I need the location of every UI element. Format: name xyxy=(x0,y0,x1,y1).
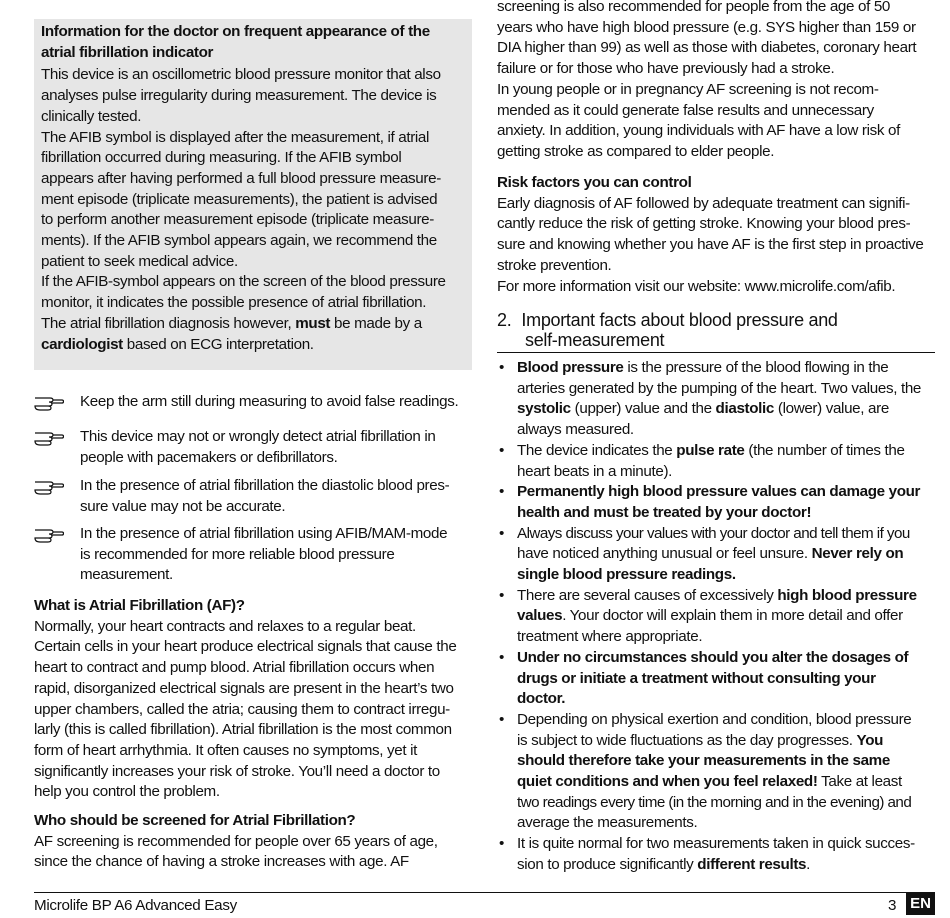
list-item xyxy=(497,524,937,586)
bold-text: systolic xyxy=(517,400,571,418)
bold-text: Blood pressure xyxy=(517,359,624,376)
facts-list xyxy=(497,358,937,876)
bullet-text: (lower) value, are xyxy=(774,400,889,418)
body-line: screening is also recommended for people from the age of 50 xyxy=(497,0,891,15)
body-line: since the chance of having a stroke increases with age. AF xyxy=(34,853,409,871)
language-badge: EN xyxy=(906,893,935,915)
info-line: patient to seek medical advice. xyxy=(41,252,238,270)
bullet-line xyxy=(517,565,937,586)
bold-text: different results xyxy=(697,855,807,873)
body-line: getting stroke as compared to elder people. xyxy=(497,142,775,160)
bullet-line xyxy=(517,731,937,752)
bold-text: should therefore take your measurements in the same xyxy=(517,752,890,770)
pointing-hand-icon xyxy=(34,477,64,495)
info-line: ments). If the AFIB symbol appears again, we recommend the xyxy=(41,232,437,250)
bold-text: high blood pressure xyxy=(777,586,917,604)
who-screened-section xyxy=(34,811,474,873)
bullet-line xyxy=(517,482,937,503)
bold-text: Under no circumstances should you alter the dosages of xyxy=(517,648,909,666)
info-line: This device is an oscillometric blood pressure monitor that also xyxy=(41,66,441,84)
body-line: stroke prevention. xyxy=(497,256,612,274)
body-line: anxiety. In addition, young individuals with AF have a low risk of xyxy=(497,122,900,140)
note-item xyxy=(34,427,474,468)
info-line: The AFIB symbol is displayed after the measurement, if atrial xyxy=(41,128,430,146)
body-line: Early diagnosis of AF followed by adequate treatment can signifi- xyxy=(497,194,910,212)
list-item xyxy=(497,358,937,441)
bullet-dot: • xyxy=(499,483,504,501)
section-heading: Who should be screened for Atrial Fibrillation? xyxy=(34,812,356,829)
body-line: mended as it could generate false results and unnecessary xyxy=(497,101,874,119)
list-item xyxy=(497,482,937,523)
bullet-line: two readings every time (in the morning and in the evening) and xyxy=(517,793,912,811)
screening-continued xyxy=(497,0,937,163)
bullet-line xyxy=(517,544,937,565)
body-line: DIA higher than 99) as well as those with diabetes, coronary heart xyxy=(497,39,917,57)
bullet-line xyxy=(517,855,937,876)
body-line: significantly increases your risk of stroke. You’ll need a doctor to xyxy=(34,762,440,780)
info-box-title-line-2: atrial fibrillation indicator xyxy=(41,43,214,61)
note-text: This device may not or wrongly detect atrial fibrillation in xyxy=(80,428,436,445)
note-text: sure value may not be accurate. xyxy=(80,497,286,515)
bold-text: drugs or initiate a treatment without consulting your xyxy=(517,669,876,687)
note-text: measurement. xyxy=(80,566,173,584)
bullet-text: is the pressure of the blood flowing in the xyxy=(623,359,889,376)
bullet-line xyxy=(517,606,937,627)
bullet-text: sion to produce significantly xyxy=(517,855,698,873)
bullet-line xyxy=(517,503,937,524)
page-number: 3 xyxy=(888,897,897,914)
bold-text: You xyxy=(856,731,884,749)
note-text: Keep the arm still during measuring to avoid false readings. xyxy=(80,393,459,410)
info-text: based on ECG interpretation. xyxy=(122,335,314,353)
info-line: analyses pulse irregularity during measurement. The device is xyxy=(41,87,437,105)
section-number: 2. xyxy=(497,310,512,330)
bullet-line xyxy=(517,689,937,710)
note-item xyxy=(34,476,474,517)
pointing-hand-icon xyxy=(34,428,64,446)
bullet-dot: • xyxy=(499,524,504,542)
bullet-line xyxy=(517,648,937,669)
body-line: In young people or in pregnancy AF screening is not recom- xyxy=(497,80,879,98)
bullet-dot: • xyxy=(499,648,504,666)
note-text: In the presence of atrial fibrillation the diastolic blood pres- xyxy=(80,477,450,494)
bullet-text: . Your doctor will explain them in more detail and offer xyxy=(562,607,903,625)
info-emphasis: must xyxy=(295,314,331,332)
info-text: The atrial fibrillation diagnosis however, xyxy=(41,314,296,332)
body-line: larly (this is called fibrillation). Atrial fibrillation is the most common xyxy=(34,721,452,739)
info-text: be made by a xyxy=(330,314,422,332)
section-title-line-2: self-measurement xyxy=(525,330,665,350)
bullet-line xyxy=(517,586,937,607)
bullet-line xyxy=(517,399,937,420)
list-item xyxy=(497,648,937,710)
list-item xyxy=(497,710,937,834)
info-line: monitor, it indicates the possible presence of atrial fibrillation. xyxy=(41,294,427,312)
bullet-text: is subject to wide fluctuations as the day progresses. xyxy=(517,731,857,749)
bullet-text: (the number of times the xyxy=(744,441,905,459)
bullet-text: Take at least xyxy=(817,773,902,791)
info-line xyxy=(41,335,467,356)
list-item xyxy=(497,441,937,482)
bullet-line: Depending on physical exertion and condition, blood pressure xyxy=(517,710,912,728)
info-line: clinically tested. xyxy=(41,107,142,125)
body-line: form of heart arrhythmia. It often causes no symptoms, yet it xyxy=(34,741,417,759)
body-line: help you control the problem. xyxy=(34,783,220,801)
info-line: If the AFIB-symbol appears on the screen of the blood pressure xyxy=(41,273,446,291)
bullet-line: Always discuss your values with your doctor and tell them if you xyxy=(517,524,910,542)
bullet-dot: • xyxy=(499,586,504,604)
bullet-line: heart beats in a minute). xyxy=(517,462,673,480)
bullet-line: always measured. xyxy=(517,421,634,439)
bullet-text: (upper) value and the xyxy=(570,400,716,418)
body-line: upper chambers, called the atria; causing them to contract irregu- xyxy=(34,700,450,718)
body-line: Certain cells in your heart produce electrical signals that cause the xyxy=(34,638,457,656)
info-line: appears after having performed a full blood pressure measure- xyxy=(41,169,441,187)
bold-text: quiet conditions and when you feel relaxed! xyxy=(517,773,818,791)
body-line: heart to contract and pump blood. Atrial fibrillation occurs when xyxy=(34,659,435,677)
body-line: rapid, disorganized electrical signals are present in the heart’s two xyxy=(34,679,454,697)
what-is-af-section xyxy=(34,596,474,803)
bullet-line xyxy=(517,441,937,462)
section-title-line-1 xyxy=(497,310,937,330)
body-line: AF screening is recommended for people over 65 years of age, xyxy=(34,832,438,850)
body-line: Normally, your heart contracts and relaxes to a regular beat. xyxy=(34,617,416,635)
bullet-line xyxy=(517,772,937,793)
bullet-line: average the measurements. xyxy=(517,814,698,832)
bold-text: values xyxy=(517,607,563,625)
info-line: fibrillation occurred during measuring. If the AFIB symbol xyxy=(41,149,402,167)
bullet-line: arteries generated by the pumping of the heart. Two values, the xyxy=(517,379,922,397)
bullet-dot: • xyxy=(499,835,504,853)
section-divider xyxy=(497,352,935,353)
section-title-text: Important facts about blood pressure and xyxy=(521,310,838,330)
note-item xyxy=(34,524,474,586)
bold-text: single blood pressure readings. xyxy=(517,566,736,584)
bold-text: Never rely on xyxy=(811,545,904,563)
pointing-hand-icon xyxy=(34,525,64,543)
pointing-hand-icon xyxy=(34,393,64,411)
bullet-line xyxy=(517,669,937,690)
footer-product-name: Microlife BP A6 Advanced Easy xyxy=(34,897,237,914)
body-line: sure and knowing whether you have AF is the first step in proactive xyxy=(497,236,924,254)
bullet-text: have noticed anything unusual or feel unsure. xyxy=(517,545,812,563)
info-box-title-line-1: Information for the doctor on frequent appearance of the xyxy=(41,23,430,40)
body-line: For more information visit our website: www.microlife.com/afib. xyxy=(497,277,896,295)
bullet-dot: • xyxy=(499,710,504,728)
bullet-text: There are several causes of excessively xyxy=(517,586,778,604)
bullet-line xyxy=(517,751,937,772)
risk-factors-section xyxy=(497,173,937,297)
bullet-text: . xyxy=(806,855,810,873)
section-heading: What is Atrial Fibrillation (AF)? xyxy=(34,597,245,614)
list-item xyxy=(497,586,937,648)
bullet-dot: • xyxy=(499,359,504,376)
bullet-line xyxy=(517,358,937,379)
note-text: people with pacemakers or defibrillators. xyxy=(80,448,338,466)
bold-text: doctor. xyxy=(517,690,566,708)
bold-text: Permanently high blood pressure values can damage your xyxy=(517,483,921,501)
info-line: ment episode (triplicate measurements), the patient is advised xyxy=(41,190,438,208)
doctor-info-content xyxy=(41,22,467,355)
section-heading: Risk factors you can control xyxy=(497,174,692,191)
info-line xyxy=(41,314,467,335)
body-line: failure or for those who have previously had a stroke. xyxy=(497,60,835,78)
bullet-text: The device indicates the xyxy=(517,441,677,459)
list-item xyxy=(497,834,937,875)
bold-text: pulse rate xyxy=(676,441,745,459)
bold-text: health and must be treated by your doctor! xyxy=(517,503,812,521)
body-line: cantly reduce the risk of getting stroke. Knowing your blood pres- xyxy=(497,215,911,233)
section-2-title xyxy=(497,310,937,350)
body-line: years who have high blood pressure (e.g. SYS higher than 159 or xyxy=(497,18,916,36)
info-line: to perform another measurement episode (triplicate measure- xyxy=(41,211,434,229)
bullet-dot: • xyxy=(499,441,504,459)
note-text: In the presence of atrial fibrillation using AFIB/MAM-mode xyxy=(80,525,448,542)
bullet-line: It is quite normal for two measurements taken in quick succes- xyxy=(517,835,915,853)
note-text: is recommended for more reliable blood pressure xyxy=(80,545,395,563)
footer-divider xyxy=(34,892,935,893)
bold-text: diastolic xyxy=(715,400,775,418)
info-emphasis: cardiologist xyxy=(41,335,123,353)
note-item xyxy=(34,392,474,413)
bullet-line: treatment where appropriate. xyxy=(517,628,703,646)
